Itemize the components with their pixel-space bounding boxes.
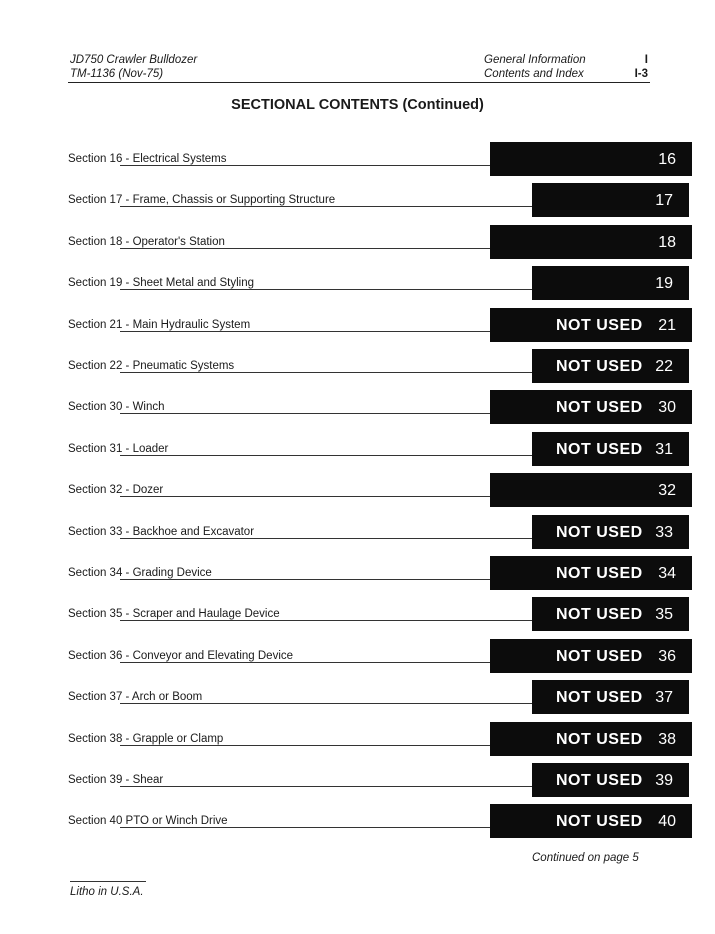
section-row xyxy=(0,556,715,592)
section-number: 38 xyxy=(658,731,676,748)
leader-line xyxy=(120,413,490,414)
group-subtitle: Contents and Index xyxy=(484,68,584,80)
not-used-label: NOT USED xyxy=(556,648,643,665)
section-row xyxy=(0,473,715,509)
leader-line xyxy=(120,703,532,704)
section-tab xyxy=(532,349,689,383)
section-tab xyxy=(532,515,689,549)
leader-line xyxy=(120,827,490,828)
section-label: Section 32 - Dozer xyxy=(68,484,164,496)
section-number: 33 xyxy=(655,524,673,541)
section-row xyxy=(0,639,715,675)
section-label: Section 17 - Frame, Chassis or Supporting Structure xyxy=(68,194,336,206)
section-label: Section 22 - Pneumatic Systems xyxy=(68,360,235,372)
continued-note: Continued on page 5 xyxy=(532,852,639,864)
document-title: JD750 Crawler Bulldozer xyxy=(70,54,198,66)
not-used-label: NOT USED xyxy=(556,689,643,706)
printer-note: Litho in U.S.A. xyxy=(70,886,144,898)
section-row xyxy=(0,225,715,261)
section-number: 31 xyxy=(655,441,673,458)
leader-line xyxy=(120,786,532,787)
not-used-label: NOT USED xyxy=(556,524,643,541)
leader-line xyxy=(120,455,532,456)
footer-rule xyxy=(70,881,146,882)
not-used-label: NOT USED xyxy=(556,565,643,582)
not-used-label: NOT USED xyxy=(556,358,643,375)
section-number: 39 xyxy=(655,772,673,789)
section-number: 18 xyxy=(658,234,676,251)
leader-line xyxy=(120,206,532,207)
leader-line xyxy=(120,579,490,580)
section-tab xyxy=(532,183,689,217)
section-number: 36 xyxy=(658,648,676,665)
not-used-label: NOT USED xyxy=(556,772,643,789)
section-row xyxy=(0,763,715,799)
section-tab xyxy=(532,266,689,300)
section-label: Section 31 - Loader xyxy=(68,443,169,455)
section-label: Section 19 - Sheet Metal and Styling xyxy=(68,277,255,289)
section-number: 16 xyxy=(658,151,676,168)
section-tab xyxy=(490,804,692,838)
section-tab xyxy=(490,556,692,590)
section-row xyxy=(0,597,715,633)
leader-line xyxy=(120,662,490,663)
section-label: Section 36 - Conveyor and Elevating Device xyxy=(68,650,294,662)
header-right xyxy=(628,53,648,81)
section-row xyxy=(0,183,715,219)
section-row xyxy=(0,390,715,426)
section-label: Section 16 - Electrical Systems xyxy=(68,153,227,165)
section-label: Section 37 - Arch or Boom xyxy=(68,691,203,703)
section-tab xyxy=(490,390,692,424)
section-number: 22 xyxy=(655,358,673,375)
header-rule xyxy=(68,82,650,83)
section-label: Section 39 - Shear xyxy=(68,774,164,786)
group-title: General Information xyxy=(484,54,586,66)
section-row xyxy=(0,804,715,840)
leader-line xyxy=(120,331,490,332)
section-number: 19 xyxy=(655,275,673,292)
section-number: 34 xyxy=(658,565,676,582)
section-tab xyxy=(532,763,689,797)
section-tab xyxy=(532,432,689,466)
leader-line xyxy=(120,289,532,290)
section-number: 35 xyxy=(655,606,673,623)
leader-line xyxy=(120,620,532,621)
section-label: Section 34 - Grading Device xyxy=(68,567,212,579)
section-row xyxy=(0,515,715,551)
not-used-label: NOT USED xyxy=(556,441,643,458)
not-used-label: NOT USED xyxy=(556,317,643,334)
section-row xyxy=(0,680,715,716)
page-title: SECTIONAL CONTENTS (Continued) xyxy=(231,97,484,113)
leader-line xyxy=(120,248,490,249)
section-number: 37 xyxy=(655,689,673,706)
section-label: Section 30 - Winch xyxy=(68,401,165,413)
section-number: 40 xyxy=(658,813,676,830)
section-number: 30 xyxy=(658,399,676,416)
not-used-label: NOT USED xyxy=(556,606,643,623)
header-middle xyxy=(484,53,586,81)
header-left xyxy=(70,53,197,81)
section-number: 17 xyxy=(655,192,673,209)
section-row xyxy=(0,349,715,385)
page-number: I-3 xyxy=(634,68,648,80)
section-tab xyxy=(532,597,689,631)
document-number: TM-1136 (Nov-75) xyxy=(70,68,164,80)
leader-line xyxy=(120,165,490,166)
section-label: Section 38 - Grapple or Clamp xyxy=(68,733,224,745)
section-label: Section 18 - Operator's Station xyxy=(68,236,225,248)
section-tab xyxy=(490,225,692,259)
section-row xyxy=(0,722,715,758)
section-tab xyxy=(490,142,692,176)
section-number: 32 xyxy=(658,482,676,499)
section-tab xyxy=(490,722,692,756)
section-label: Section 35 - Scraper and Haulage Device xyxy=(68,608,280,620)
not-used-label: NOT USED xyxy=(556,399,643,416)
section-tab xyxy=(490,308,692,342)
section-tab xyxy=(490,473,692,507)
leader-line xyxy=(120,745,490,746)
section-row xyxy=(0,142,715,178)
section-row xyxy=(0,432,715,468)
leader-line xyxy=(120,538,532,539)
section-label: Section 40 PTO or Winch Drive xyxy=(68,815,228,827)
section-row xyxy=(0,308,715,344)
section-label: Section 33 - Backhoe and Excavator xyxy=(68,526,255,538)
leader-line xyxy=(120,372,532,373)
section-label: Section 21 - Main Hydraulic System xyxy=(68,319,251,331)
section-number: 21 xyxy=(658,317,676,334)
section-marker: I xyxy=(644,54,648,66)
not-used-label: NOT USED xyxy=(556,813,643,830)
section-tab xyxy=(490,639,692,673)
not-used-label: NOT USED xyxy=(556,731,643,748)
section-tab xyxy=(532,680,689,714)
leader-line xyxy=(120,496,490,497)
section-row xyxy=(0,266,715,302)
